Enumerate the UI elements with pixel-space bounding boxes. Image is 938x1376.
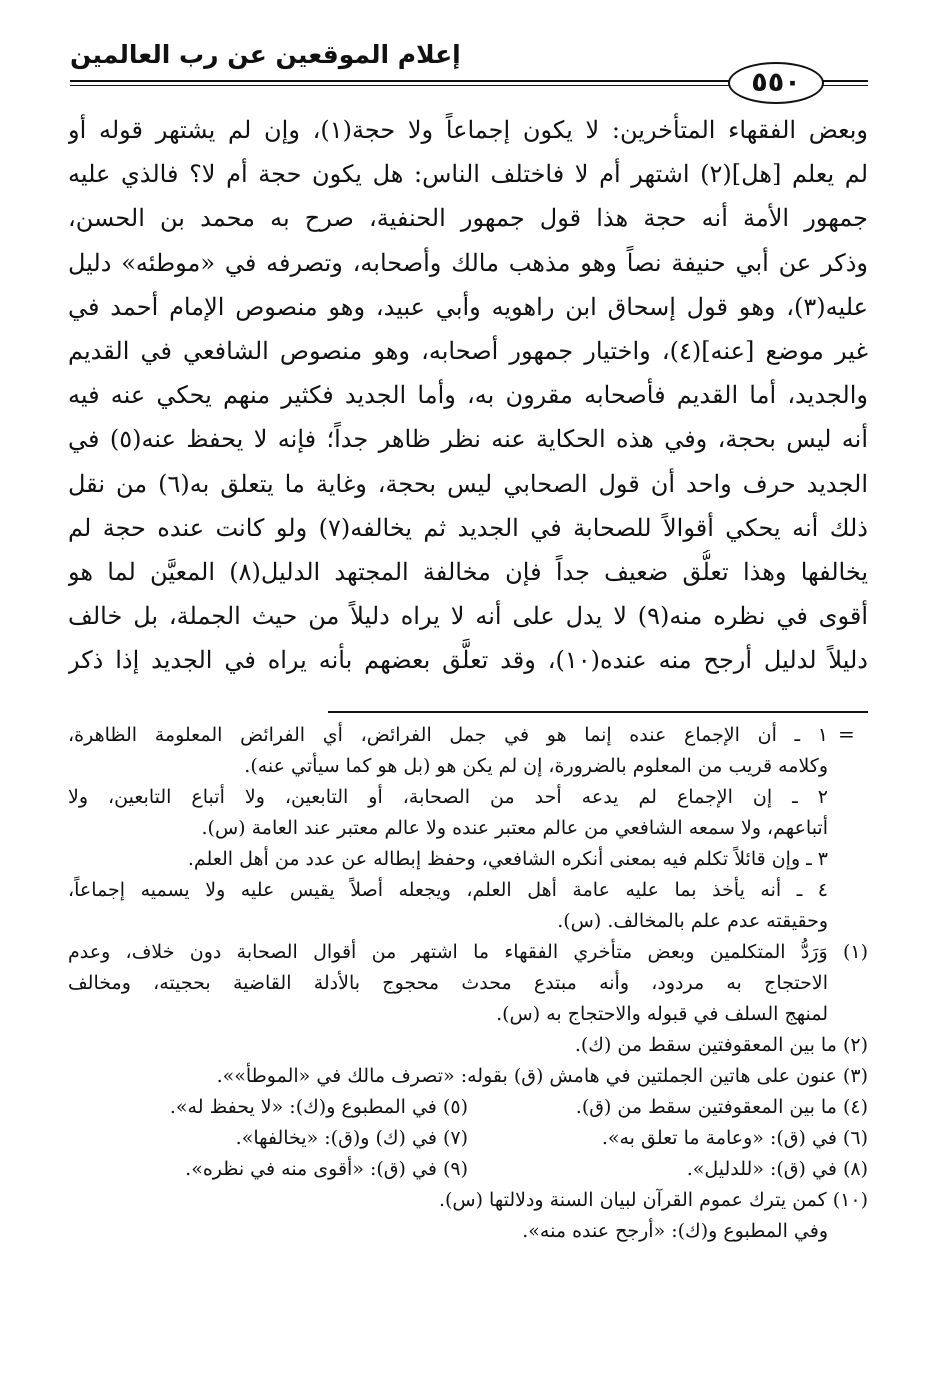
footnote-7: (٧) في (ك) و(ق): «يخالفها». [235, 1127, 468, 1149]
main-text [68, 108, 868, 682]
footnote-line: ٤ ـ أنه يأخذ بما عليه عامة أهل العلم، ويجعله أصلاً يقيس عليه ولا يسميه إجماعاً، [68, 879, 828, 901]
text-line: أقوى في نظره منه(٩) لا يدل على أنه لا يراه دليلاً من حيث الجملة، بل خالف [68, 602, 868, 631]
text-line: جمهور الأمة أنه حجة هذا قول جمهور الحنفية، صرح به محمد بن الحسن، [68, 204, 868, 233]
footnote-2: (٢) ما بين المعقوفتين سقط من (ك). [574, 1034, 868, 1056]
footnote-line: أتباعهم، ولا سمعه الشافعي من عالم معتبر عنده ولا عالم معتبر عند العامة (س). [201, 817, 828, 839]
footnote-line: وكلامه قريب من المعلوم بالضرورة، إن لم يكن هو (بل هو كما سيأتي عنه). [244, 755, 828, 777]
footnote-10-line: وفي المطبوع و(ك): «أرجح عنده منه». [522, 1220, 828, 1242]
text-line: وذكر عن أبي حنيفة نصاً وهو مذهب مالك وأصحابه، وتصرفه في «موطئه» دليل [68, 248, 868, 277]
text-line: لم يعلم [هل](٢) اشتهر أم لا فاختلف الناس: هل يكون حجة أم لا؟ فالذي عليه [68, 160, 868, 189]
footnote-line: ١ ـ أن الإجماع عنده إنما هو في جمل الفرائض، أي الفرائض المعلومة الظاهرة، [68, 724, 828, 746]
footnote-9: (٩) في (ق): «أقوى منه في نظره». [185, 1158, 468, 1180]
footnote-1: (١) وَرَدُّ المتكلمين وبعض متأخري الفقهاء ما اشتهر من أقوال الصحابة دون خلاف، وعدم [68, 941, 868, 963]
page-number: ٥٥٠ [728, 62, 824, 104]
footnote-row [68, 1092, 868, 1123]
footnote-line: وحقيقته عدم علم بالمخالف. (س). [557, 910, 828, 932]
footnote-row [68, 1123, 868, 1154]
text-line: وبعض الفقهاء المتأخرين: لا يكون إجماعاً ولا حجة(١)، وإن لم يشتهر قوله أو [68, 116, 868, 144]
text-line: الجديد حرف واحد أن قول الصحابي ليس بحجة، وغاية ما يتعلق به(٦) من نقل [68, 469, 868, 498]
text-line: عليه(٣)، وهو قول إسحاق ابن راهويه وأبي عبيد، وهو منصوص الإمام أحمد في [68, 292, 868, 321]
running-title: إعلام الموقعين عن رب العالمين [70, 40, 461, 69]
text-line: غير موضع [عنه](٤)، واختيار جمهور أصحابه، وهو منصوص الشافعي في القديم [68, 336, 868, 365]
continuation-mark: = [838, 722, 855, 746]
footnote-10: (١٠) كمن يترك عموم القرآن لبيان السنة ودلالتها (س). [438, 1189, 868, 1211]
footnote-8: (٨) في (ق): «للدليل». [686, 1158, 868, 1180]
footnote-3: (٣) عنون على هاتين الجملتين في هامش (ق) بقوله: «تصرف مالك في «الموطأ»». [216, 1065, 868, 1087]
text-line: دليلاً لدليل أرجح منه عنده(١٠)، وقد تعلَّق بعضهم بأنه يراه في الجديد إذا ذكر [68, 646, 868, 675]
footnote-5: (٥) في المطبوع و(ك): «لا يحفظ له». [169, 1096, 468, 1118]
footnote-line: ٣ ـ وإن قائلاً تكلم فيه بمعنى أنكره الشافعي، وحفظ إبطاله عن عدد من أهل العلم. [187, 848, 828, 870]
footnote-1-line: لمنهج السلف في قبوله والاحتجاج به (س). [496, 1003, 828, 1025]
text-line: أنه ليس بحجة، وفي هذه الحكاية عنه نظر ظاهر جداً؛ فإنه لا يحفظ عنه(٥) في [68, 425, 868, 454]
footnote-4: (٤) ما بين المعقوفتين سقط من (ق). [575, 1096, 868, 1118]
text-line: يخالفها وهذا تعلُّق ضعيف جداً فإن مخالفة المجتهد الدليل(٨) المعيَّن لما هو [68, 557, 868, 586]
footnote-row [68, 1154, 868, 1185]
footnote-1-line: الاحتجاج به مردود، وأنه مبتدع محدث محجوج بالأدلة القاضية بحجيته، ومخالف [68, 972, 828, 994]
footnote-6: (٦) في (ق): «وعامة ما تعلق به». [601, 1127, 868, 1149]
text-line: والجديد، أما القديم فأصحابه مقرون به، وأما الجديد فكثير منهم يحكي عنه فيه [68, 381, 868, 410]
text-line: ذلك أنه يحكي أقوالاً للصحابة في الجديد ثم يخالفه(٧) ولو كانت عنده حجة لم [68, 513, 868, 542]
footnote-separator [328, 711, 868, 713]
footnote-line: ٢ ـ إن الإجماع لم يدعه أحد من الصحابة، أو التابعين، ولا أتباع التابعين، ولا [68, 786, 828, 808]
footnotes [68, 720, 868, 1247]
